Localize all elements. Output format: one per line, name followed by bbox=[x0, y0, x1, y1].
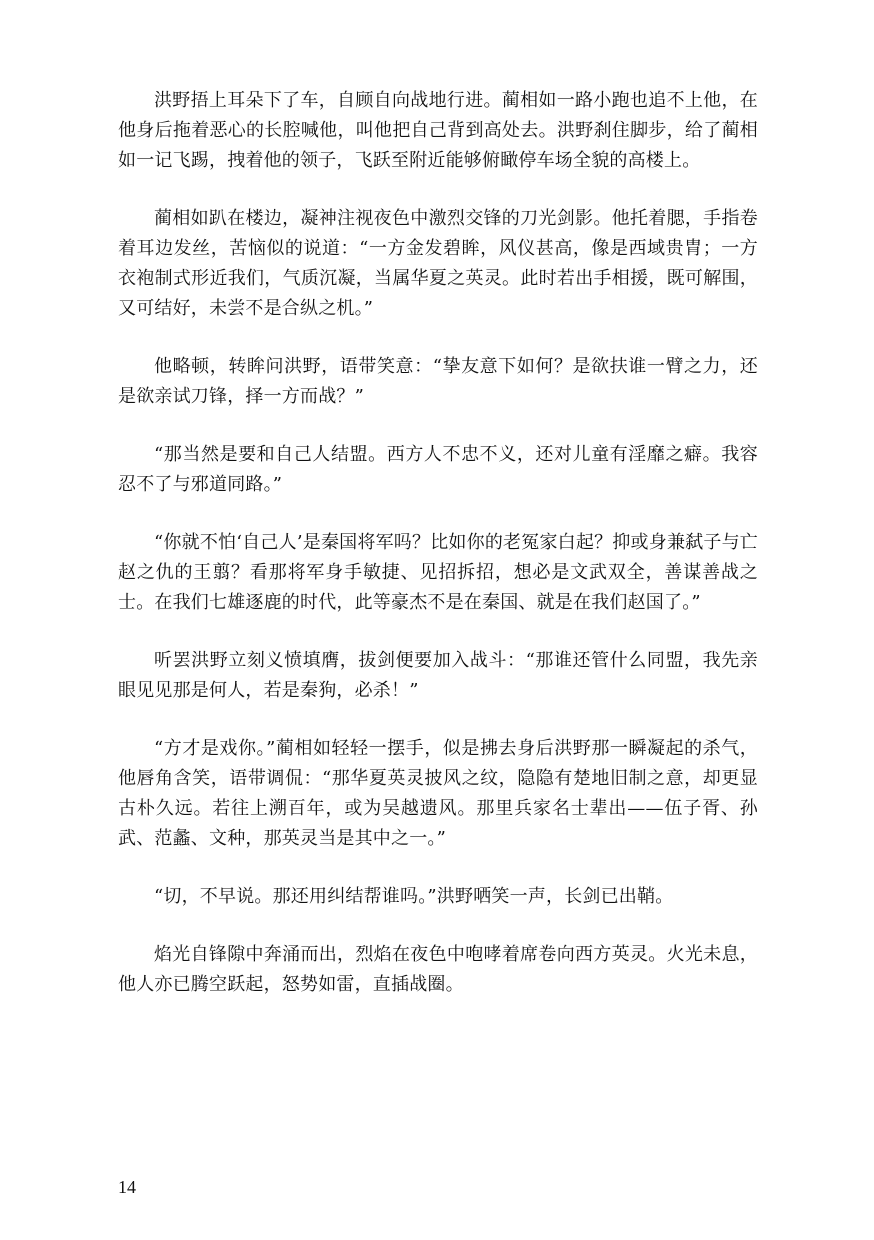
paragraph-6: 听罢洪野立刻义愤填膺，拔剑便要加入战斗：“那谁还管什么同盟，我先亲眼见见那是何人，若是秦狗，必杀！” bbox=[118, 650, 758, 701]
paragraph-1: 洪野捂上耳朵下了车，自顾自向战地行进。蔺相如一路小跑也追不上他，在他身后拖着恶心的长腔喊他，叫他把自己背到高处去。洪野刹住脚步，给了蔺相如一记飞踢，拽着他的领子，飞跃至附近能够俯瞰停车场全貌的高楼上。 bbox=[118, 90, 758, 171]
paragraph-7: “方才是戏你。”蔺相如轻轻一摆手，似是拂去身后洪野那一瞬凝起的杀气，他唇角含笑，语带调侃：“那华夏英灵披风之纹，隐隐有楚地旧制之意，却更显古朴久远。若往上溯百年，或为吴越遗风。那里兵家名士辈出——伍子胥、孙武、范蠡、文种，那英灵当是其中之一。” bbox=[118, 738, 758, 849]
paragraph-8: “切，不早说。那还用纠结帮谁吗。”洪野哂笑一声，长剑已出鞘。 bbox=[154, 886, 674, 907]
paragraph-5: “你就不怕‘自己人’是秦国将军吗？比如你的老冤家白起？抑或身兼弑子与亡赵之仇的王翦？看那将军身手敏捷、见招拆招，想必是文武双全，善谋善战之士。在我们七雄逐鹿的时代，此等豪杰不是在秦国、就是在我们赵国了。” bbox=[118, 532, 758, 613]
body-text bbox=[118, 86, 758, 1028]
paragraph-4: “那当然是要和自己人结盟。西方人不忠不义，还对儿童有淫靡之癖。我容忍不了与邪道同路。” bbox=[118, 444, 758, 495]
paragraph-9: 焰光自锋隙中奔涌而出，烈焰在夜色中咆哮着席卷向西方英灵。火光未息，他人亦已腾空跃起，怒势如雷，直插战圈。 bbox=[118, 944, 758, 995]
paragraph-2: 蔺相如趴在楼边，凝神注视夜色中激烈交锋的刀光剑影。他托着腮，手指卷着耳边发丝，苦恼似的说道：“一方金发碧眸，风仪甚高，像是西域贵胄；一方衣袍制式形近我们，气质沉凝，当属华夏之英灵。此时若出手相援，既可解围，又可结好，未尝不是合纵之机。” bbox=[118, 208, 758, 319]
page-number: 14 bbox=[118, 1177, 136, 1197]
paragraph-3: 他略顿，转眸问洪野，语带笑意：“挚友意下如何？是欲扶谁一臂之力，还是欲亲试刀锋，择一方而战？” bbox=[118, 356, 758, 407]
